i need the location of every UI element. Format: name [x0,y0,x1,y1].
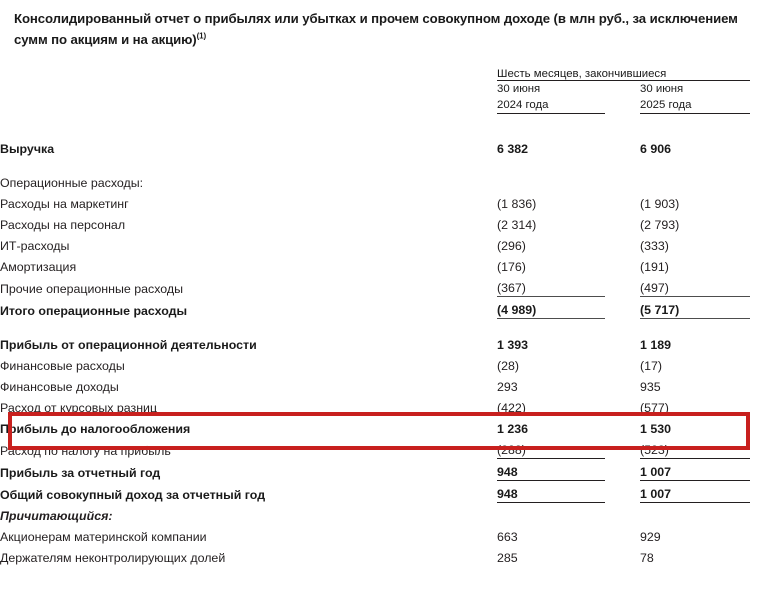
row-label: Общий совокупный доход за отчетный год [0,487,266,502]
row-value-2025 [640,170,750,191]
row-label: Держателям неконтролирующих долей [0,551,226,565]
row-value-2024: (288) [497,443,526,457]
row-value-2024: (28) [497,359,520,373]
table-row-other-opex [0,275,758,297]
header-spacer [0,68,497,81]
row-label: Прочие операционные расходы [0,281,184,296]
row-value-2024: 1 236 [497,422,529,436]
row-label: Акционерам материнской компании [0,530,207,544]
row-value-2024: (4 989) [497,297,605,319]
income-statement-table [0,68,758,566]
row-value-2025: 6 906 [640,142,672,156]
table-row-revenue [0,136,758,157]
table-row-attributable-heading [0,503,758,525]
row-value-2024: (296) [497,239,526,253]
row-label: ИТ-расходы [0,239,70,253]
row-value-2025: (17) [640,359,663,373]
row-label: Финансовые доходы [0,380,119,394]
table-row-it [0,233,758,254]
row-gap [0,157,758,170]
header-column-2025 [640,81,750,114]
row-value-2024: (367) [497,281,526,295]
row-value-2024 [497,170,605,191]
row-value-2025: 1 007 [640,481,750,503]
table-row-marketing [0,191,758,212]
row-value-2025: 1 530 [640,422,672,436]
header-span-row [0,68,758,81]
header-period-span: Шесть месяцев, закончившиеся [497,68,750,81]
table-row-fx-loss [0,395,758,416]
row-label: Финансовые расходы [0,359,125,373]
row-label: Амортизация [0,260,77,274]
row-value-2024: 948 [497,481,605,503]
row-value-2024 [497,503,605,525]
row-value-2024: 1 393 [497,338,529,352]
header-2024-line2: 2024 года [497,99,549,111]
header-spacer-2 [0,81,497,114]
row-value-2025: (497) [640,281,669,295]
row-value-2024: (2 314) [497,218,537,232]
header-columns-row [0,81,758,114]
header-bottom-spacer [0,114,758,137]
row-gap [0,319,758,333]
row-value-2025: (191) [640,260,669,274]
table-row-personnel [0,212,758,233]
table-row-opex-heading [0,170,758,191]
header-2025-line2: 2025 года [640,99,692,111]
row-value-2024: 293 [497,380,518,394]
row-label: Причитающийся: [0,509,113,523]
row-value-2025: 78 [640,551,654,565]
row-value-2024: 663 [497,530,518,544]
header-column-2024 [497,81,605,114]
header-2024-line1: 30 июня [497,83,541,95]
row-value-2024: 285 [497,551,518,565]
table-row-total-opex [0,297,758,319]
page-title [14,8,748,50]
table-row-operating-profit [0,332,758,353]
table-row-income-tax [0,437,758,459]
row-label: Расход по налогу на прибыль [0,443,171,458]
row-value-2025: (2 793) [640,218,680,232]
row-label: Итого операционные расходы [0,303,188,318]
header-column-gap [605,81,640,114]
table-row-finance-income [0,374,758,395]
row-value-2025: (1 903) [640,197,680,211]
row-label: Прибыль за отчетный год [0,465,161,480]
table-row-profit-before-tax [0,416,758,437]
row-value-2024: 6 382 [497,142,529,156]
row-value-2024: (1 836) [497,197,537,211]
row-label: Прибыль от операционной деятельности [0,338,257,352]
row-value-2025: (333) [640,239,669,253]
row-value-2025: 1 007 [640,459,750,481]
row-label: Расход от курсовых разниц [0,401,158,415]
table-row-depreciation [0,254,758,275]
row-value-2024: (422) [497,401,526,415]
table-row-attributable-nci [0,545,758,566]
row-value-2025: 935 [640,380,661,394]
table-row-total-comprehensive-income [0,481,758,503]
title-footnote-marker: (1) [196,31,207,41]
row-value-2025: 929 [640,530,661,544]
row-value-2025: 1 189 [640,338,672,352]
row-value-2024: 948 [497,459,605,481]
row-value-2025: (5 717) [640,297,750,319]
row-value-2024: (176) [497,260,526,274]
row-value-2025: (577) [640,401,669,415]
row-value-2025: (523) [640,443,669,457]
row-label: Расходы на маркетинг [0,197,129,211]
table-row-finance-costs [0,353,758,374]
table-row-profit-for-period [0,459,758,481]
row-label: Прибыль до налогообложения [0,422,191,436]
row-label: Операционные расходы: [0,176,144,190]
row-value-2025 [640,503,750,525]
row-label: Выручка [0,142,55,156]
table-row-attributable-parent [0,524,758,545]
page-title-text: Консолидированный отчет о прибылях или убытках и прочем совокупном доходе (в млн руб., за исключением сумм по акциям и на акцию) [14,11,738,47]
header-2025-line1: 30 июня [640,83,684,95]
row-label: Расходы на персонал [0,218,126,232]
